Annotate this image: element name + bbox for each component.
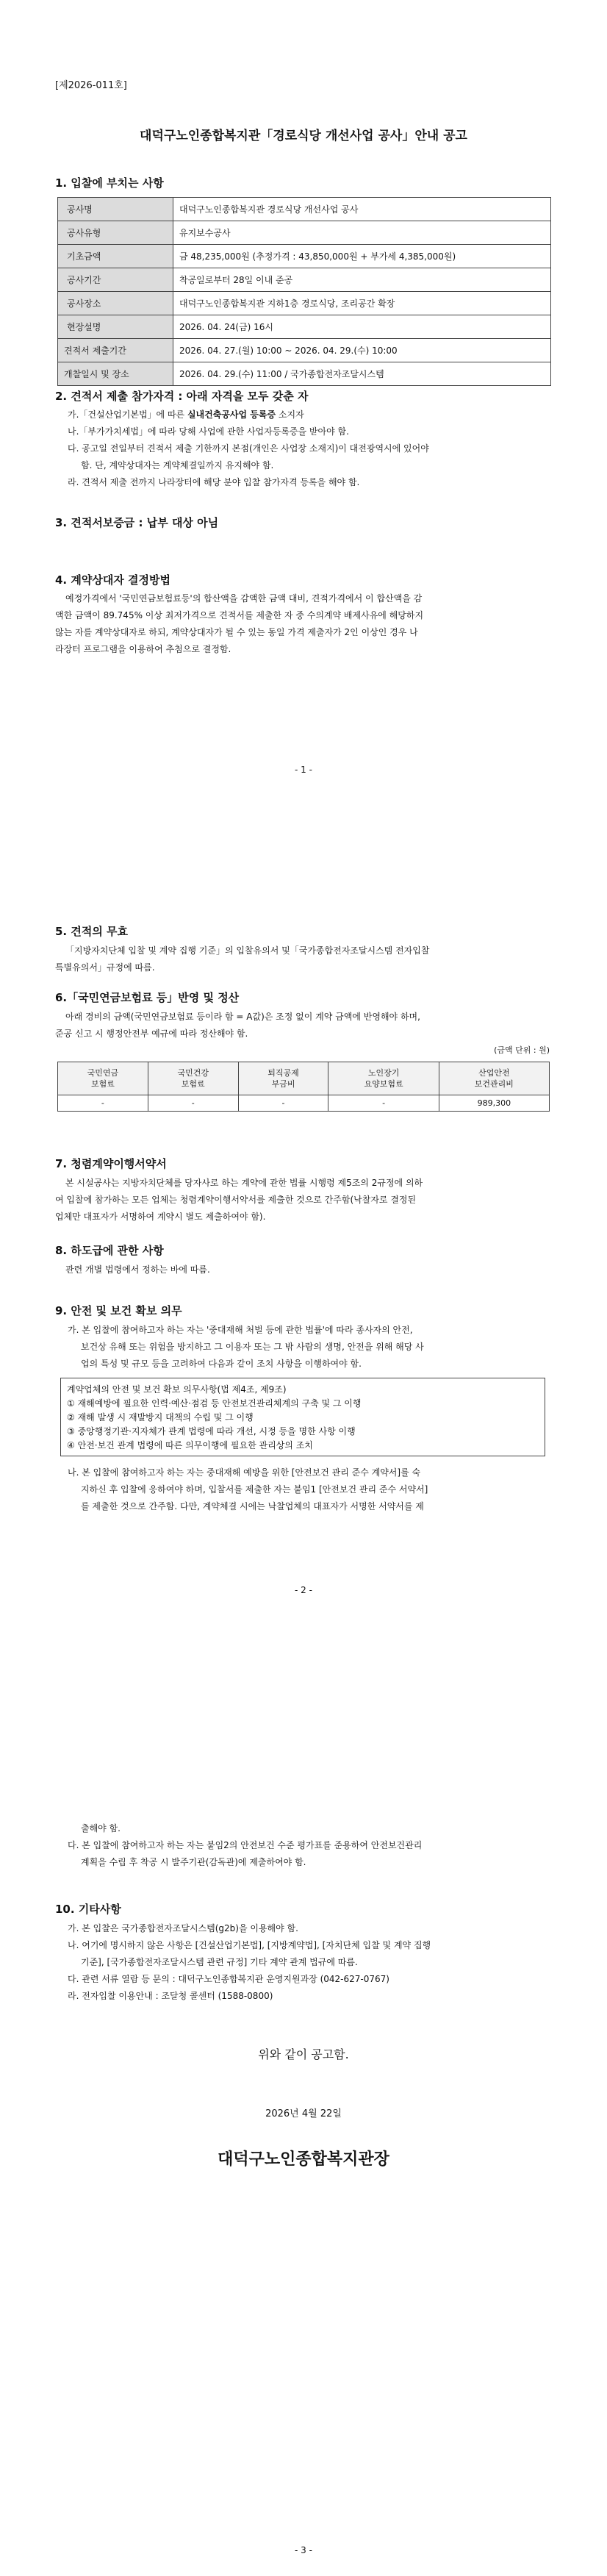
- box-line: ① 재해예방에 필요한 인력·예산·점검 등 안전보건관리체계의 구축 및 그 이행: [67, 1398, 362, 1409]
- item-emphasis: 실내건축공사업 등록증: [187, 409, 276, 420]
- safety-item-na: [68, 1464, 428, 1515]
- section-8-body: 관련 개별 법령에서 정하는 바에 따름.: [65, 1264, 210, 1275]
- other-item-na: 나. 여기에 명시하지 않은 사항은 [건설산업기본법], [지방계약법], [자치단체 입찰 및 계약 집행: [68, 1940, 431, 1950]
- insurance-fee-table: [57, 1062, 550, 1112]
- qualification-item-da-cont: 함. 단, 계약상대자는 계약체결일까지 유지해야 함.: [81, 460, 274, 471]
- column-header: 노인장기 요양보험료: [328, 1062, 439, 1095]
- section-4-body: [55, 590, 551, 658]
- column-header: 국민건강 보험료: [148, 1062, 238, 1095]
- issuer-signature: 대덕구노인종합복지관장: [218, 2150, 389, 2169]
- table-row: [58, 362, 551, 386]
- body-line: 계획을 수립 후 착공 시 발주기관(감독관)에 제출하여야 함.: [81, 1857, 306, 1867]
- section-6-body: [55, 1009, 551, 1042]
- page-number: - 1 -: [295, 765, 312, 775]
- section-7-body: [55, 1175, 551, 1226]
- qualification-item-ra: 라. 견적서 제출 전까지 나라장터에 해당 분야 입찰 참가자격 등록을 해야 함.: [68, 477, 360, 487]
- section-8-heading: 8. 하도급에 관한 사항: [55, 1244, 164, 1257]
- body-line: 「지방자치단체 입찰 및 계약 집행 기준」의 입찰유의서 및「국가종합전자조달시스템 전자입찰: [65, 945, 430, 956]
- box-line: ④ 안전·보건 관계 법령에 따른 의무이행에 필요한 관리상의 조치: [67, 1440, 313, 1450]
- section-5-heading: 5. 견적의 무효: [55, 925, 129, 938]
- page-number: - 2 -: [295, 1585, 312, 1595]
- body-line: 보건상 유해 또는 위험을 방지하고 그 이용자 또는 그 밖 사람의 생명, 안전을 위해 해당 사: [81, 1342, 424, 1352]
- body-line: 준공 신고 시 행정안전부 예규에 따라 정산해야 함.: [55, 1028, 248, 1039]
- row-label: 공사기간: [58, 268, 173, 292]
- column-header: 산업안전 보건관리비: [439, 1062, 549, 1095]
- safety-item-da: [68, 1837, 422, 1871]
- table-header-row: [58, 1062, 550, 1095]
- safety-item-na-cont: 출해야 함.: [81, 1823, 121, 1833]
- body-line: 지하신 후 입찰에 응하여야 하며, 입찰서를 제출한 자는 붙임1 [안전보건 관리 준수 서약서]: [81, 1484, 428, 1495]
- body-line: 가. 본 입찰에 참여하고자 하는 자는 '중대재해 처벌 등에 관한 법률'에 따라 종사자의 안전,: [68, 1325, 413, 1335]
- table-row: [58, 268, 551, 292]
- table-cell: -: [58, 1095, 148, 1112]
- body-line: 다. 본 입찰에 참여하고자 하는 자는 붙임2의 안전보건 수준 평가표를 준용하여 안전보건관리: [68, 1840, 423, 1850]
- other-item-na-cont: 기준], [국가종합전자조달시스템 관련 규정] 기타 계약 관계 법규에 따름.: [81, 1957, 358, 1967]
- table-cell: -: [148, 1095, 238, 1112]
- qualification-item-na: 나.「부가가치세법」에 따라 당해 사업에 관한 사업자등록증을 받아야 함.: [68, 426, 349, 437]
- other-item-da: 다. 관련 서류 열람 등 문의 : 대덕구노인종합복지관 운영지원과장 (042-627-0767): [68, 1974, 389, 1984]
- amount-unit-note: (금액 단위 : 원): [494, 1045, 550, 1055]
- row-label: 개찰일시 및 장소: [58, 362, 173, 386]
- row-value: 대덕구노인종합복지관 경로식당 개선사업 공사: [173, 198, 551, 221]
- table-cell: -: [328, 1095, 439, 1112]
- row-label: 기초금액: [58, 245, 173, 268]
- row-label: 공사유형: [58, 221, 173, 245]
- section-9-heading: 9. 안전 및 보건 확보 의무: [55, 1304, 182, 1317]
- section-3-heading: 3. 견적서보증금 : 납부 대상 아님: [55, 516, 219, 529]
- other-item-ra: 라. 전자입찰 이용안내 : 조달청 콜센터 (1588-0800): [68, 1991, 273, 2001]
- table-row: [58, 198, 551, 221]
- safety-obligations-box: [60, 1378, 545, 1456]
- section-4-heading: 4. 계약상대자 결정방법: [55, 573, 170, 587]
- body-line: 본 시설공사는 지방자치단체를 당자사로 하는 계약에 관한 법률 시행령 제5조의 2규정에 의하: [65, 1178, 423, 1188]
- body-line: 특별유의서」규정에 따름.: [55, 962, 155, 973]
- body-line: 라장터 프로그램을 이용하여 추첨으로 결정함.: [55, 644, 231, 654]
- section-2-heading: 2. 견적서 제출 참가자격 : 아래 자격을 모두 갖춘 자: [55, 390, 309, 403]
- row-value: 대덕구노인종합복지관 지하1층 경로식당, 조리공간 확장: [173, 292, 551, 315]
- table-cell: 989,300: [439, 1095, 549, 1112]
- body-line: 않는 자를 계약상대자로 하되, 계약상대자가 될 수 있는 동일 가격 제출자가 2인 이상인 경우 나: [55, 627, 418, 637]
- row-label: 공사장소: [58, 292, 173, 315]
- section-5-body: [55, 942, 551, 976]
- qualification-item-ga: [68, 407, 304, 423]
- body-line: 업의 특성 및 규모 등을 고려하여 다음과 같이 조치 사항을 이행하여야 함.: [81, 1359, 362, 1369]
- box-line: ② 재해 발생 시 재발방지 대책의 수립 및 그 이행: [67, 1412, 254, 1423]
- section-7-heading: 7. 청렴계약이행서약서: [55, 1157, 167, 1170]
- body-line: 나. 본 입찰에 참여하고자 하는 자는 중대재해 예방을 위한 [안전보건 관리 준수 계약서]를 숙: [68, 1467, 421, 1478]
- table-row: [58, 1095, 550, 1112]
- row-label: 견적서 제출기간: [58, 339, 173, 362]
- section-10-heading: 10. 기타사항: [55, 1903, 121, 1916]
- page-number: - 3 -: [295, 2545, 312, 2555]
- item-text: 가.「건설산업기본법」에 따른: [68, 409, 187, 420]
- body-line: 예정가격에서 '국민연금보험료등'의 합산액을 감액한 금액 대비, 견적가격에서 이 합산액을 감: [65, 593, 423, 604]
- document-number: [제2026-011호]: [55, 80, 127, 91]
- column-header: 퇴직공제 부금비: [238, 1062, 328, 1095]
- safety-item-ga: [68, 1322, 424, 1373]
- body-line: 를 제출한 것으로 간주함. 다만, 계약체결 시에는 낙찰업체의 대표자가 서명한 서약서를 제: [81, 1501, 424, 1511]
- table-cell: -: [238, 1095, 328, 1112]
- row-value: 2026. 04. 29.(수) 11:00 / 국가종합전자조달시스템: [173, 362, 551, 386]
- announcement-date: 2026년 4월 22일: [265, 2108, 342, 2119]
- item-text: 소지자: [276, 409, 304, 420]
- page-2: [0, 853, 607, 1706]
- row-value: 금 48,235,000원 (추정가격 : 43,850,000원 + 부가세 4,385,000원): [173, 245, 551, 268]
- body-line: 아래 경비의 금액(국민연금보험료 등이라 함 = A값)은 조정 없이 계약 금액에 반영해야 하며,: [65, 1012, 420, 1022]
- closing-statement: 위와 같이 공고함.: [258, 2047, 349, 2061]
- box-line: 계약업체의 안전 및 보건 확보 의무사항(법 제4조, 제9조): [67, 1384, 287, 1395]
- box-line: ③ 중앙행정기관·지자체가 관계 법령에 따라 개선, 시정 등을 명한 사항 이행: [67, 1426, 356, 1437]
- column-header: 국민연금 보험료: [58, 1062, 148, 1095]
- row-value: 착공일로부터 28일 이내 준공: [173, 268, 551, 292]
- row-value: 2026. 04. 24(금) 16시: [173, 315, 551, 339]
- row-value: 유지보수공사: [173, 221, 551, 245]
- body-line: 액한 금액이 89.745% 이상 최저가격으로 견적서를 제출한 자 중 수의계약 배제사유에 해당하지: [55, 610, 424, 620]
- row-value: 2026. 04. 27.(월) 10:00 ~ 2026. 04. 29.(수) 10:00: [173, 339, 551, 362]
- section-6-heading: 6.「국민연금보험료 등」반영 및 정산: [55, 991, 240, 1004]
- body-line: 여 입찰에 참가하는 모든 업체는 청렴계약이행서약서를 제출한 것으로 간주함(낙찰자로 결정된: [55, 1195, 417, 1205]
- table-row: [58, 221, 551, 245]
- qualification-item-da: 다. 공고일 전일부터 견적서 제출 기한까지 본점(개인은 사업장 소재지)이 대전광역시에 있어야: [68, 443, 429, 454]
- bid-info-table: [57, 197, 551, 386]
- row-label: 공사명: [58, 198, 173, 221]
- table-row: [58, 292, 551, 315]
- table-row: [58, 339, 551, 362]
- section-1-heading: 1. 입찰에 부치는 사항: [55, 176, 164, 190]
- body-line: 업체만 대표자가 서명하여 계약시 별도 제출하여야 함).: [55, 1212, 266, 1222]
- table-row: [58, 245, 551, 268]
- page-title: 대덕구노인종합복지관「경로식당 개선사업 공사」안내 공고: [140, 129, 467, 143]
- row-label: 현장설명: [58, 315, 173, 339]
- table-row: [58, 315, 551, 339]
- other-item-ga: 가. 본 입찰은 국가종합전자조달시스템(g2b)을 이용해야 함.: [68, 1923, 298, 1933]
